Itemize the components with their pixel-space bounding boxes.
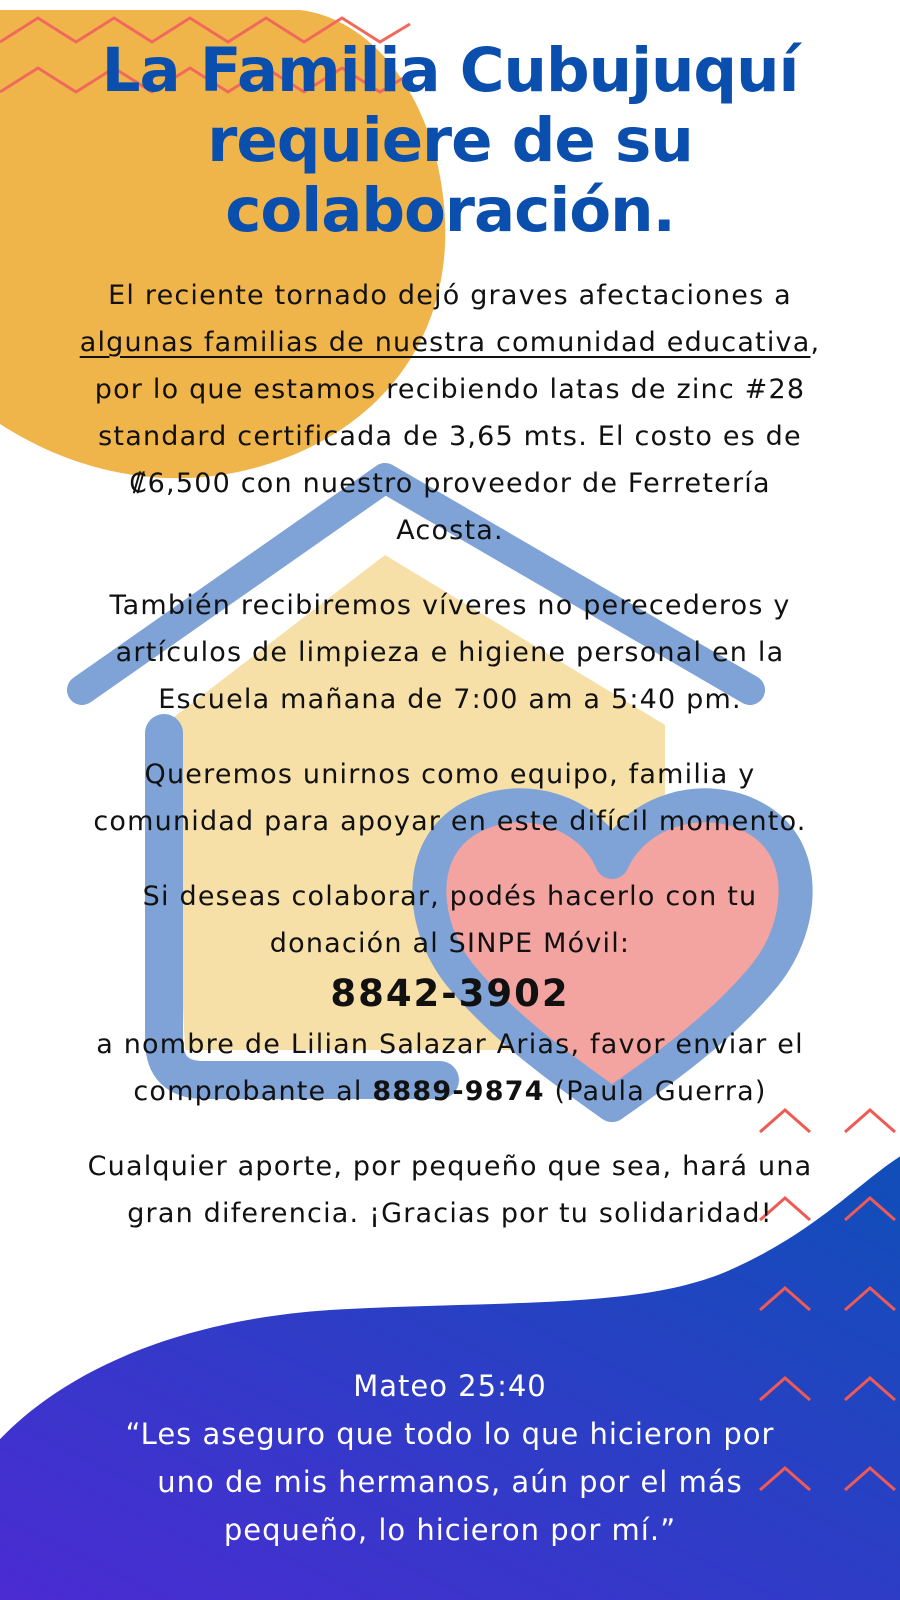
text-line: artículos de limpieza e higiene personal en la — [115, 637, 785, 668]
spacer — [30, 554, 870, 582]
text-punctuation: , — [810, 327, 821, 358]
text-line: a nombre de Lilian Salazar Arias, favor enviar el — [96, 1029, 804, 1060]
sinpe-phone-number: 8842-3902 — [330, 972, 570, 1015]
title-line: requiere de su — [207, 105, 693, 176]
bible-quote — [60, 1362, 840, 1554]
spacer — [30, 723, 870, 751]
text-line: También recibiremos víveres no perecederos y — [109, 590, 791, 621]
text-line: donación al SINPE Móvil: — [269, 928, 631, 959]
text-prefix: comprobante al — [133, 1076, 363, 1107]
quote-reference: Mateo 25:40 — [353, 1369, 547, 1403]
text-suffix: (Paula Guerra) — [554, 1076, 767, 1107]
paragraph-donation — [30, 873, 870, 1115]
text-line: Queremos unirnos como equipo, familia y — [144, 759, 756, 790]
text-line: Si deseas colaborar, podés hacerlo con tu — [142, 881, 758, 912]
text-line: standard certificada de 3,65 mts. El costo es de — [98, 421, 802, 452]
text-line: comunidad para apoyar en este difícil momento. — [93, 806, 807, 837]
announcement-body — [30, 272, 870, 1237]
receipt-phone-number: 8889-9874 — [372, 1076, 545, 1107]
paragraph-unity — [30, 751, 870, 845]
underlined-phrase: algunas familias de nuestra comunidad educativa — [79, 327, 811, 358]
text-line: Escuela mañana de 7:00 am a 5:40 pm. — [158, 684, 742, 715]
text-line: Cualquier aporte, por pequeño que sea, hará una — [87, 1151, 813, 1182]
text-line: gran diferencia. ¡Gracias por tu solidaridad! — [127, 1198, 773, 1229]
quote-line: pequeño, lo hicieron por mí.” — [223, 1513, 677, 1547]
text-line: por lo que estamos recibiendo latas de zinc #28 — [94, 374, 806, 405]
quote-line: “Les aseguro que todo lo que hicieron por — [125, 1417, 775, 1451]
text-line: Acosta. — [396, 515, 504, 546]
title-line: La Familia Cubujuquí — [101, 35, 799, 106]
paragraph-supplies — [30, 582, 870, 723]
text-line: El reciente tornado dejó graves afectaciones a — [108, 280, 792, 311]
paragraph-thanks — [30, 1143, 870, 1237]
spacer — [30, 845, 870, 873]
spacer — [30, 1115, 870, 1143]
page-title — [0, 36, 900, 246]
title-line: colaboración. — [225, 175, 675, 246]
paragraph-tornado — [30, 272, 870, 554]
quote-line: uno de mis hermanos, aún por el más — [157, 1465, 743, 1499]
text-line: ₡6,500 con nuestro proveedor de Ferretería — [129, 468, 771, 499]
